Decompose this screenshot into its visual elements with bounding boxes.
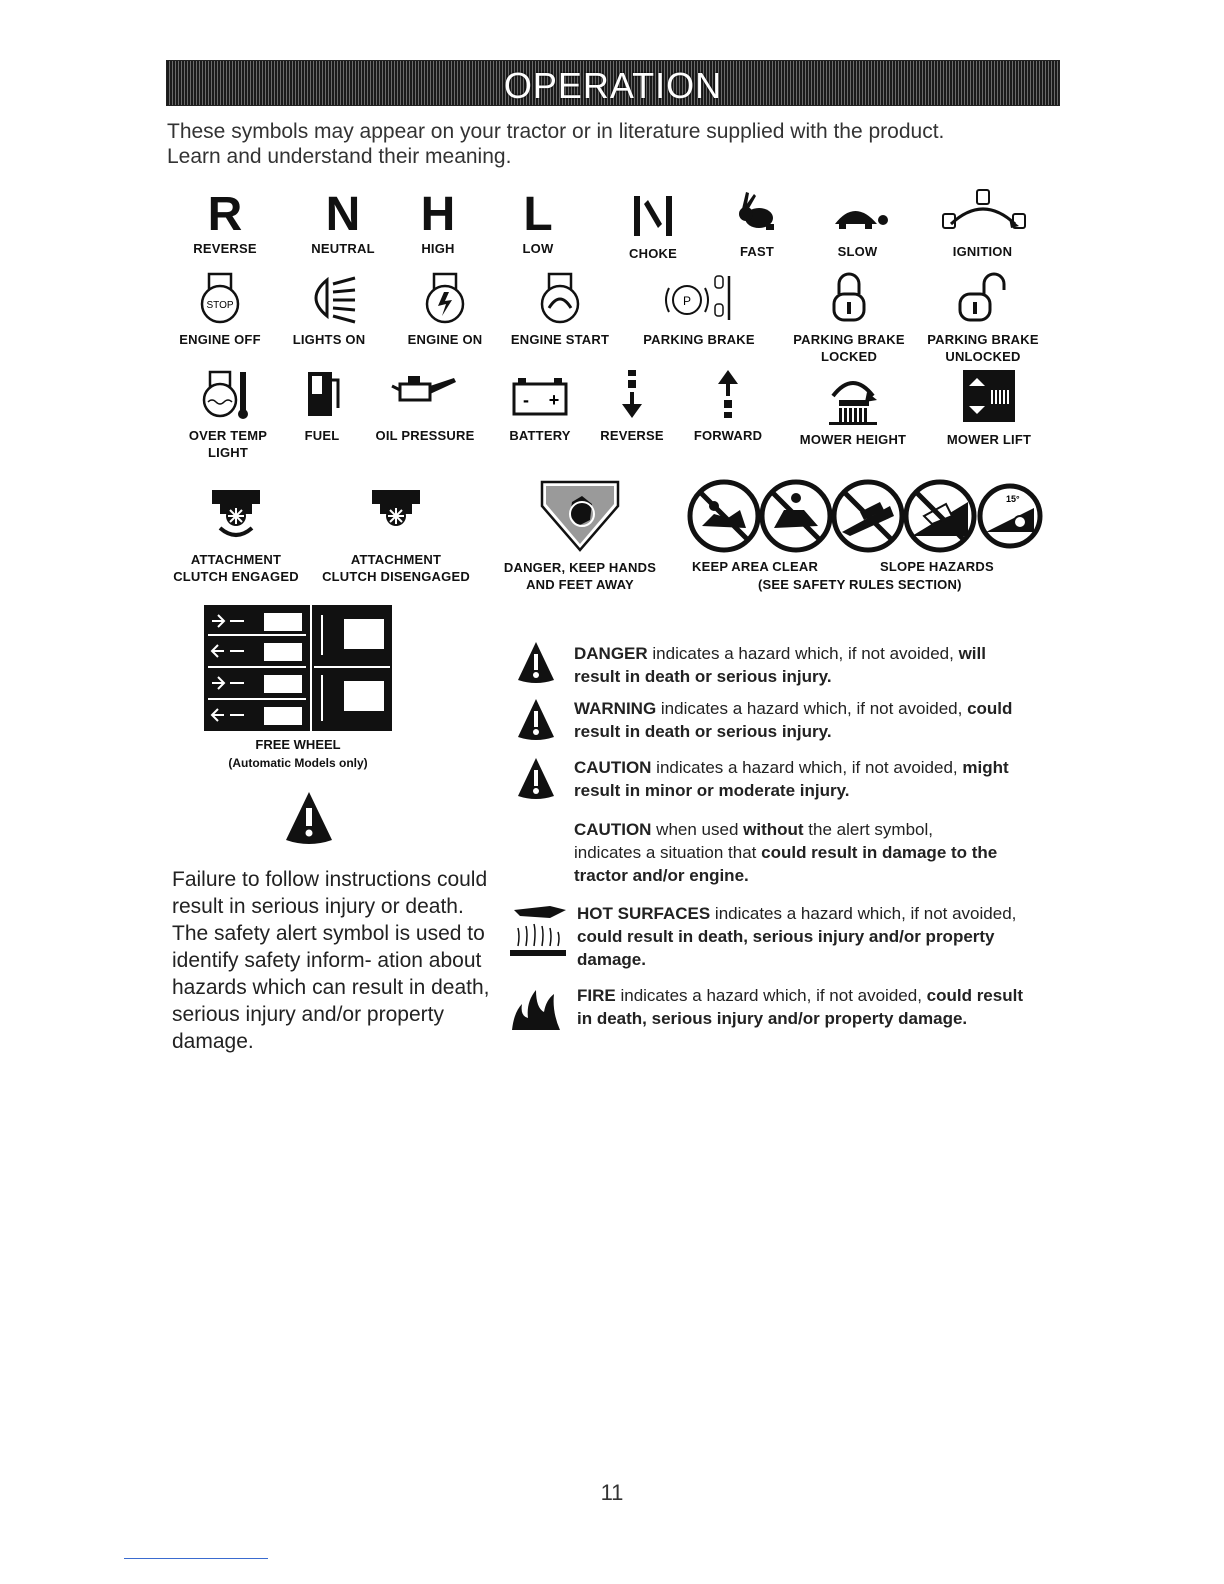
warning-alert-icon — [516, 697, 556, 746]
fire-text: indicates a hazard which, if not avoided, — [615, 986, 927, 1005]
symbol-parking-brake-unlocked — [918, 270, 1048, 365]
att-disengaged-label-1: ATTACHMENT — [350, 552, 442, 567]
slope-degree-text: 15° — [1006, 494, 1020, 504]
definition-warning — [574, 697, 1024, 743]
danger-text: indicates a hazard which, if not avoided, — [647, 644, 959, 663]
failure-paragraph: Failure to follow instructions could result in serious injury or death. The safety alert symbol is used to identify safety inform- ation about hazards which can result in death, serious injury and/or property damage. — [172, 868, 490, 1053]
arrow-up-icon — [713, 366, 743, 422]
no-riders-icon — [690, 482, 758, 550]
parking-brake-label: PARKING BRAKE — [643, 332, 755, 347]
symbol-fuel — [290, 366, 354, 444]
pb-locked-label-2: LOCKED — [820, 349, 878, 364]
prohibition-icon-group — [684, 476, 1044, 556]
pb-unlocked-label-2: UNLOCKED — [945, 349, 1021, 364]
symbol-low — [493, 190, 583, 257]
slope-15-degree-icon — [980, 486, 1040, 546]
engine-off-icon — [195, 270, 245, 326]
low-letter: L — [523, 188, 553, 241]
high-letter: H — [420, 188, 456, 241]
headlight-icon — [299, 270, 359, 326]
battery-icon — [508, 366, 572, 422]
engine-start-icon — [535, 270, 585, 326]
mower-height-icon — [823, 366, 883, 426]
symbol-battery — [500, 366, 580, 444]
pto-disengaged-icon — [366, 480, 426, 546]
over-temp-label-1: OVER TEMP — [188, 428, 268, 443]
danger-hands-label-1: DANGER, KEEP HANDS — [503, 560, 657, 575]
free-wheel-caption — [204, 736, 392, 772]
symbol-neutral — [298, 190, 388, 257]
symbol-reverse-gear — [180, 190, 270, 257]
hot-surface-icon — [506, 902, 570, 967]
free-wheel-decal — [204, 605, 392, 731]
flames-icon — [508, 982, 564, 1032]
alert-triangle-icon — [516, 756, 556, 800]
att-disengaged-label-2: CLUTCH DISENGAGED — [322, 569, 470, 584]
att-engaged-label-2: CLUTCH ENGAGED — [173, 569, 299, 584]
hand-hazard-icon — [538, 476, 622, 554]
warning-triangle-icon — [284, 790, 334, 844]
definition-hot-surfaces — [577, 902, 1027, 971]
caution2-text-2: the alert symbol, indicates a situation that — [574, 820, 934, 862]
oil-can-icon — [390, 366, 460, 422]
symbol-choke — [608, 190, 698, 262]
symbol-engine-off — [172, 270, 268, 348]
fuel-pump-icon — [302, 366, 342, 422]
arrow-down-icon — [617, 366, 647, 422]
symbol-high — [393, 190, 483, 257]
no-slope-tip-icon — [834, 482, 902, 550]
choke-icon — [628, 190, 678, 240]
symbol-lights-on — [284, 270, 374, 348]
symbol-mower-lift — [934, 366, 1044, 448]
see-safety-caption — [758, 576, 978, 593]
intro-line-1: These symbols may appear on your tractor or in literature supplied with the product. — [167, 120, 945, 143]
symbol-forward — [686, 366, 770, 444]
caution2-text-1: when used — [651, 820, 744, 839]
free-wheel-label: FREE WHEEL — [255, 737, 341, 752]
symbol-engine-on — [400, 270, 490, 348]
see-safety-label: (SEE SAFETY RULES SECTION) — [758, 577, 962, 592]
slow-label: SLOW — [837, 244, 878, 259]
footer-rule — [124, 1558, 268, 1559]
fast-label: FAST — [739, 244, 775, 259]
caution2-bold-2: could result in damage to the tractor and/or engine. — [574, 843, 998, 885]
caution2-bold-1: without — [743, 820, 804, 839]
free-wheel-note: (Automatic Models only) — [228, 756, 368, 770]
symbol-oil-pressure — [364, 366, 486, 444]
symbol-attachment-clutch-engaged — [170, 480, 302, 585]
intro-line-2: Learn and understand their meaning. — [167, 145, 512, 168]
keep-area-clear-label: KEEP AREA CLEAR — [692, 559, 819, 574]
danger-alert-icon — [516, 640, 556, 689]
battery-plus: + — [548, 390, 560, 410]
reverse-letter: R — [207, 188, 243, 241]
caution-bold: might result in minor or moderate injury. — [574, 758, 1009, 800]
safety-alert-symbol — [284, 790, 334, 849]
keep-area-clear-caption — [692, 558, 836, 575]
battery-label: BATTERY — [509, 428, 571, 443]
engine-on-label: ENGINE ON — [407, 332, 483, 347]
neutral-letter: N — [325, 188, 361, 241]
page-number: 11 — [600, 1480, 624, 1505]
choke-label: CHOKE — [629, 246, 677, 261]
symbol-fast — [712, 190, 802, 260]
pto-engaged-icon — [206, 480, 266, 546]
padlock-locked-icon — [829, 270, 869, 326]
caution-text: indicates a hazard which, if not avoided, — [651, 758, 963, 777]
stop-text: STOP — [206, 300, 234, 311]
warning-term: WARNING — [574, 699, 657, 718]
low-label: LOW — [522, 241, 554, 256]
symbol-danger-keep-hands-away — [494, 476, 666, 593]
parking-brake-icon — [659, 270, 739, 326]
mower-lift-label: MOWER LIFT — [946, 432, 1032, 447]
symbol-ignition — [930, 184, 1035, 260]
engine-off-label: ENGINE OFF — [179, 332, 261, 347]
lights-on-label: LIGHTS ON — [292, 332, 366, 347]
forward-label: FORWARD — [693, 428, 763, 443]
section-banner — [166, 60, 1060, 106]
warning-text: indicates a hazard which, if not avoided, — [656, 699, 968, 718]
slope-hazards-caption — [880, 558, 1010, 575]
ignition-icon — [933, 184, 1033, 238]
warning-bold: could result in death or serious injury. — [574, 699, 1013, 741]
engine-on-icon — [420, 270, 470, 326]
over-temp-label-2: LIGHT — [208, 445, 248, 460]
parking-p-text: P — [682, 294, 692, 308]
danger-hands-label-2: AND FEET AWAY — [526, 577, 634, 592]
slope-hazards-label: SLOPE HAZARDS — [880, 559, 994, 574]
fire-term: FIRE — [577, 986, 616, 1005]
caution2-term: CAUTION — [574, 820, 652, 839]
danger-bold: will result in death or serious injury. — [574, 644, 986, 686]
turtle-icon — [825, 190, 891, 238]
fire-bold: could result in death, serious injury and/or property damage. — [577, 986, 1023, 1028]
hot-surface-hand-icon — [506, 902, 570, 962]
mower-lift-icon — [961, 366, 1017, 426]
keep-area-clear-icons — [684, 476, 1044, 556]
hot-text: indicates a hazard which, if not avoided, — [710, 904, 1017, 923]
free-wheel-icon — [204, 605, 392, 731]
no-downhill-icon — [906, 482, 974, 550]
over-temp-icon — [200, 366, 256, 422]
symbol-mower-height — [792, 366, 914, 448]
symbol-reverse-direction — [594, 366, 670, 444]
reverse-label: REVERSE — [193, 241, 257, 256]
caution-alert-icon — [516, 756, 556, 805]
oil-pressure-label: OIL PRESSURE — [375, 428, 475, 443]
definition-danger — [574, 642, 1024, 688]
alert-triangle-icon — [516, 697, 556, 741]
fire-icon — [508, 982, 564, 1037]
reverse-direction-label: REVERSE — [600, 428, 664, 443]
symbol-slow — [810, 190, 905, 260]
rabbit-icon — [732, 190, 782, 238]
no-bystanders-icon — [762, 482, 830, 550]
fuel-label: FUEL — [304, 428, 340, 443]
definition-caution — [574, 756, 1024, 802]
high-label: HIGH — [421, 241, 455, 256]
mower-height-label: MOWER HEIGHT — [799, 432, 907, 447]
symbol-parking-brake-locked — [784, 270, 914, 365]
alert-triangle-icon — [516, 640, 556, 684]
symbol-engine-start — [502, 270, 618, 348]
hot-bold: could result in death, serious injury and/or property damage. — [577, 927, 995, 969]
battery-minus: - — [523, 390, 529, 410]
definition-caution-no-symbol — [574, 818, 1004, 887]
symbol-over-temp — [176, 366, 280, 461]
att-engaged-label-1: ATTACHMENT — [190, 552, 282, 567]
padlock-unlocked-icon — [956, 270, 1010, 326]
symbol-attachment-clutch-disengaged — [316, 480, 476, 585]
symbol-parking-brake — [634, 270, 764, 348]
definition-fire — [577, 984, 1027, 1030]
pb-unlocked-label-1: PARKING BRAKE — [927, 332, 1039, 347]
engine-start-label: ENGINE START — [510, 332, 610, 347]
pb-locked-label-1: PARKING BRAKE — [793, 332, 905, 347]
danger-term: DANGER — [574, 644, 648, 663]
ignition-label: IGNITION — [952, 244, 1013, 259]
caution-term: CAUTION — [574, 758, 652, 777]
section-title: OPERATION — [503, 65, 723, 106]
neutral-label: NEUTRAL — [311, 241, 375, 256]
hot-term: HOT SURFACES — [577, 904, 711, 923]
intro-text — [167, 119, 1067, 169]
